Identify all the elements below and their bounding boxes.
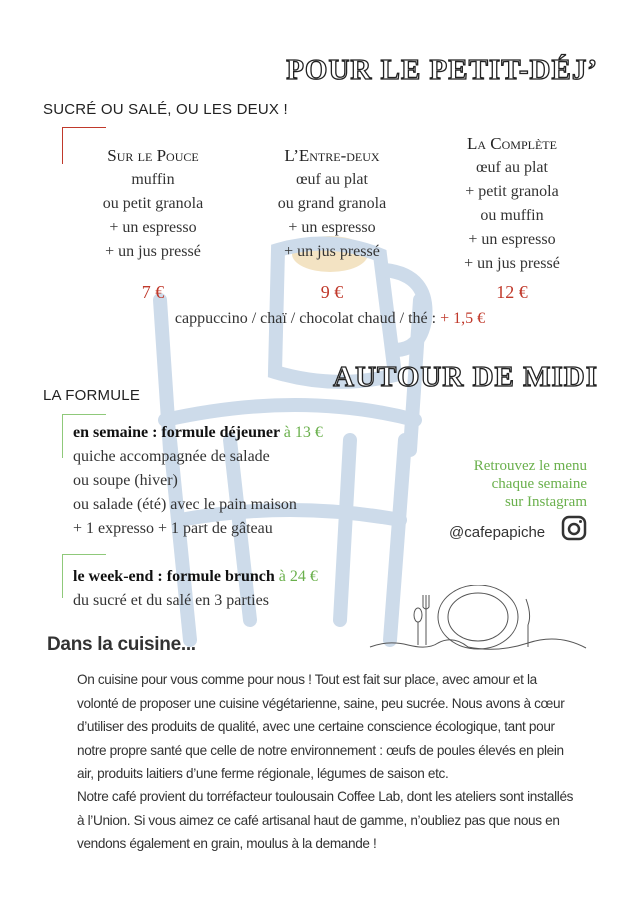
formula-item: + un espresso bbox=[288, 219, 376, 236]
plate-cutlery-icon bbox=[368, 585, 588, 655]
formula-item: œuf au plat bbox=[476, 159, 548, 176]
weekday-formula bbox=[73, 421, 323, 541]
formula-entre-deux bbox=[237, 144, 427, 264]
formula-item: + un jus pressé bbox=[284, 243, 380, 260]
instagram-icon[interactable] bbox=[561, 515, 587, 541]
formula-name: L’Entre-deux bbox=[284, 146, 380, 165]
formula-item: + un jus pressé bbox=[464, 255, 560, 272]
weekend-line: du sucré et du salé en 3 parties bbox=[73, 592, 269, 609]
promo-line: chaque semaine bbox=[491, 476, 587, 492]
lunch-title: AUTOUR DE MIDI bbox=[333, 361, 598, 393]
formula-item: ou muffin bbox=[480, 207, 544, 224]
formula-item: + un espresso bbox=[109, 219, 197, 236]
formula-item: muffin bbox=[131, 171, 175, 188]
supplement-line bbox=[0, 310, 640, 328]
breakfast-title: POUR LE PETIT-DÉJ’ bbox=[286, 54, 598, 86]
weekday-line: ou salade (été) avec le pain maison bbox=[73, 496, 297, 513]
formula-name: Sur le Pouce bbox=[107, 146, 199, 165]
supplement-price: + 1,5 € bbox=[440, 310, 486, 327]
price-sur-le-pouce: 7 € bbox=[141, 282, 165, 302]
formula-item: ou petit granola bbox=[102, 195, 204, 212]
weekend-price: à 24 € bbox=[278, 568, 318, 585]
formula-sur-le-pouce bbox=[58, 144, 248, 264]
price-entre-deux: 9 € bbox=[320, 282, 344, 302]
supplement-text: cappuccino / chaï / chocolat chaud / thé : bbox=[174, 310, 441, 327]
breakfast-subtitle: SUCRÉ OU SALÉ, OU LES DEUX ! bbox=[43, 101, 288, 118]
weekend-heading: le week-end : formule brunch bbox=[73, 568, 279, 585]
weekday-line: + 1 expresso + 1 part de gâteau bbox=[73, 520, 273, 537]
formula-item: ou grand granola bbox=[277, 195, 387, 212]
promo-line: sur Instagram bbox=[504, 494, 587, 510]
formula-la-complete bbox=[417, 132, 607, 276]
instagram-promo bbox=[474, 457, 587, 511]
weekday-line: ou soupe (hiver) bbox=[73, 472, 178, 489]
weekend-formula bbox=[73, 565, 318, 613]
promo-line: Retrouvez le menu bbox=[473, 458, 587, 474]
lunch-subtitle: LA FORMULE bbox=[43, 387, 141, 404]
formula-item: + un espresso bbox=[468, 231, 556, 248]
instagram-handle[interactable]: @cafepapiche bbox=[449, 524, 546, 541]
kitchen-title: Dans la cuisine... bbox=[47, 634, 196, 655]
formula-name: La Complète bbox=[467, 134, 557, 153]
kitchen-paragraph: On cuisine pour vous comme pour nous ! Tout est fait sur place, avec amour et la volonté de proposer une cuisine végétarienne, saine, peu sucrée. Nous avons à cœur d’utiliser des produits de qualité, avec une certaine conscience écologique, tant pour notre propre santé que celle de notre environnement : œufs de poules élevés en plein air, produits laitiers d’une ferme régionale, légumes de saison etc. bbox=[77, 672, 565, 781]
formula-item: + un jus pressé bbox=[105, 243, 201, 260]
weekday-heading: en semaine : formule déjeuner bbox=[73, 424, 284, 441]
price-la-complete: 12 € bbox=[496, 282, 528, 302]
weekday-line: quiche accompagnée de salade bbox=[73, 448, 270, 465]
weekday-price: à 13 € bbox=[283, 424, 323, 441]
formula-item: + petit granola bbox=[465, 183, 559, 200]
kitchen-paragraph: Notre café provient du torréfacteur toulousain Coffee Lab, dont les ateliers sont installés à l’Union. Si vous aimez ce café artisanal haut de gamme, n’oubliez pas que nous en vendons également en grain, moulus à la demande ! bbox=[77, 789, 574, 851]
formula-item: œuf au plat bbox=[296, 171, 368, 188]
